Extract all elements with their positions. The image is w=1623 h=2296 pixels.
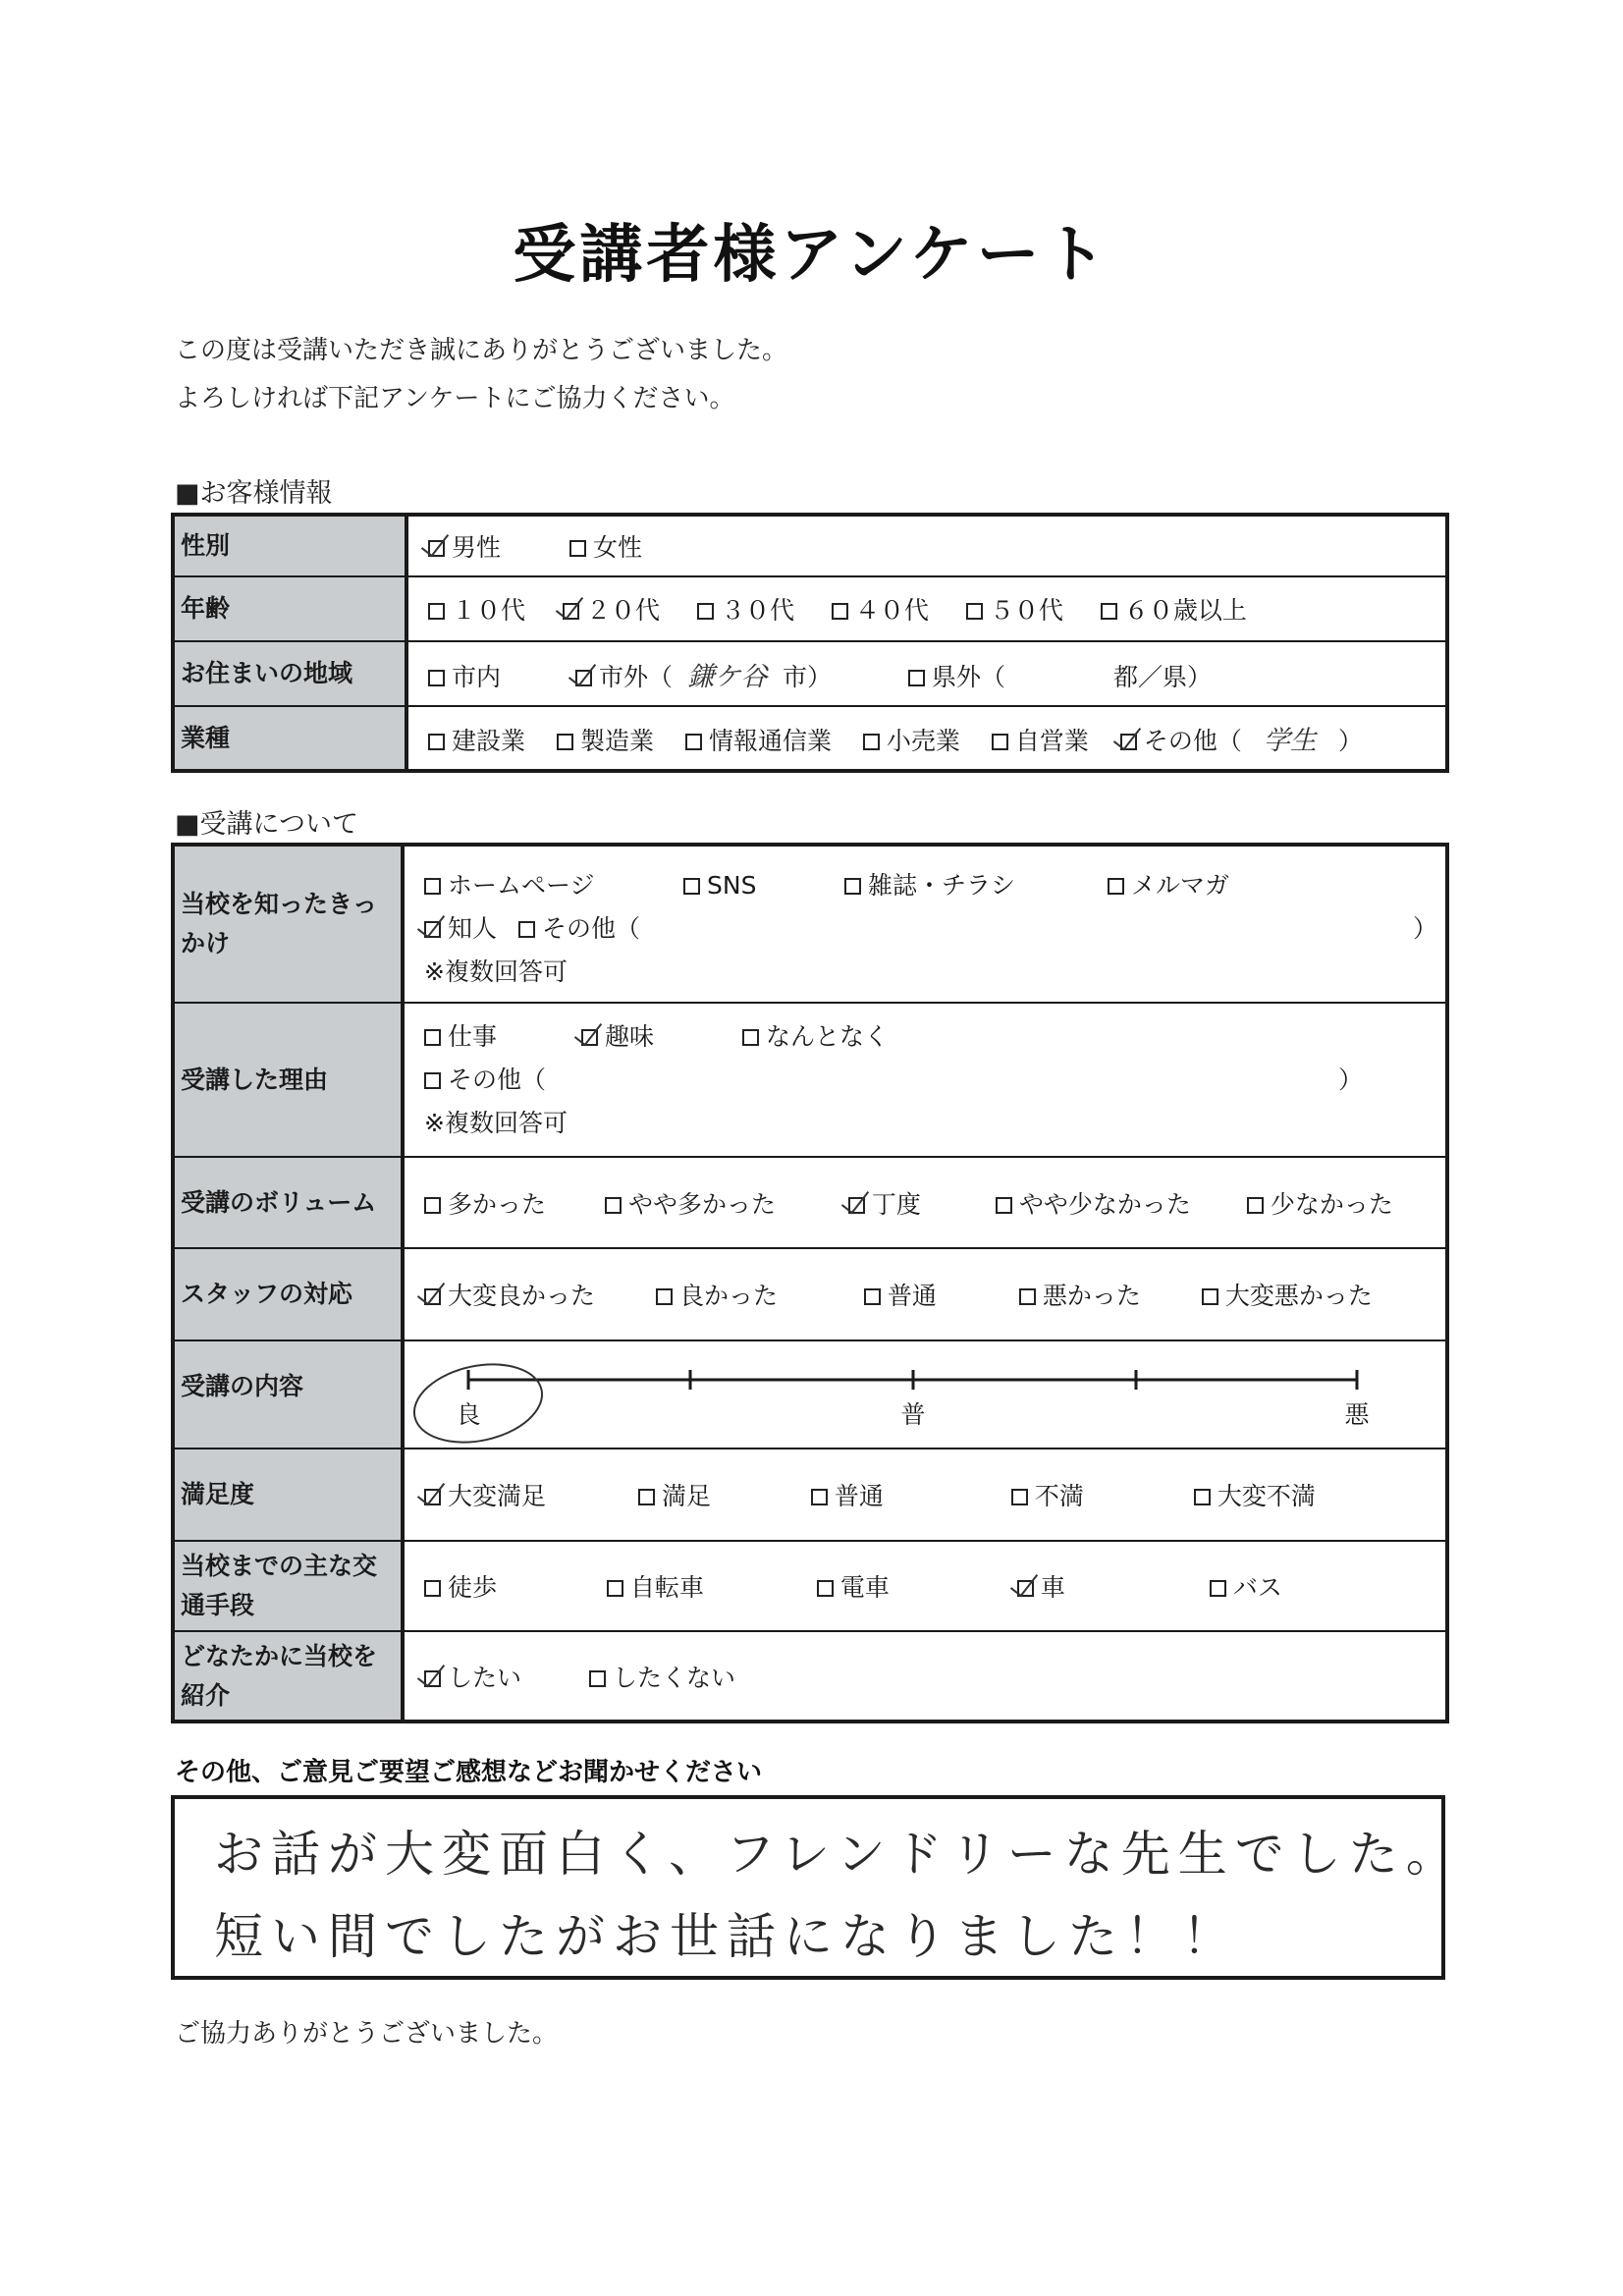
- checkbox-icon[interactable]: [864, 1288, 881, 1305]
- checkbox-icon[interactable]: [518, 921, 535, 938]
- multiple-answer-note: ※複数回答可: [424, 1109, 568, 1137]
- industry-options: [406, 706, 1447, 771]
- comment-label: その他、ご意見ご要望ご感想などお聞かせください: [175, 1758, 763, 1787]
- gender-options: [406, 515, 1447, 576]
- option-staff-very-bad[interactable]: 大変悪かった: [1202, 1277, 1373, 1312]
- label-reason: 受講した理由: [173, 1003, 403, 1157]
- customer-info-table: [171, 513, 1449, 773]
- option-would-refer[interactable]: したい: [424, 1659, 581, 1694]
- industry-other-handwritten[interactable]: 学生: [1263, 726, 1317, 756]
- refer-options: [403, 1631, 1447, 1722]
- checkbox-icon[interactable]: [1247, 1197, 1264, 1214]
- row-staff: [173, 1248, 1447, 1340]
- checkbox-icon[interactable]: [557, 734, 573, 750]
- checkbox-icon[interactable]: [589, 1670, 606, 1687]
- option-retail[interactable]: 小売業: [863, 722, 960, 757]
- option-volume-little[interactable]: 少なかった: [1247, 1185, 1393, 1221]
- option-inner-city[interactable]: 市内: [428, 658, 501, 693]
- checkbox-icon[interactable]: [638, 1489, 655, 1505]
- option-would-not-refer[interactable]: したくない: [589, 1659, 735, 1694]
- row-refer: [173, 1631, 1447, 1722]
- checkbox-icon[interactable]: [1101, 603, 1117, 620]
- option-acquaintance[interactable]: 知人: [424, 907, 497, 951]
- row-transport: [173, 1541, 1447, 1631]
- option-magazine[interactable]: 雑誌・チラシ: [844, 864, 1108, 907]
- checkbox-icon[interactable]: [428, 734, 445, 750]
- volume-options: [403, 1157, 1447, 1248]
- checkbox-checked-icon[interactable]: [424, 1489, 441, 1505]
- option-homepage[interactable]: ホームページ: [424, 864, 683, 907]
- option-other-pref[interactable]: 県外（ 都／県）: [908, 658, 1212, 693]
- reason-options: [403, 1003, 1447, 1157]
- comment-textarea[interactable]: [171, 1795, 1463, 1980]
- checkbox-icon[interactable]: [817, 1580, 834, 1597]
- option-staff-good[interactable]: 良かった: [656, 1277, 856, 1312]
- option-train[interactable]: 電車: [817, 1568, 1009, 1604]
- row-reason: [173, 1003, 1447, 1157]
- row-volume: [173, 1157, 1447, 1248]
- option-volume-just-right[interactable]: 丁度: [848, 1185, 988, 1221]
- checkbox-icon[interactable]: [996, 1197, 1012, 1214]
- label-industry: 業種: [173, 706, 406, 771]
- option-source-other[interactable]: その他（ ）: [518, 907, 1437, 951]
- scale-label-normal: 普: [900, 1400, 926, 1429]
- checkbox-icon[interactable]: [742, 1029, 759, 1046]
- page-title: 受講者様アンケート: [513, 219, 1110, 292]
- option-bus[interactable]: バス: [1210, 1568, 1282, 1604]
- row-age: [173, 576, 1447, 641]
- checkbox-icon[interactable]: [1019, 1288, 1036, 1305]
- checkbox-icon[interactable]: [607, 1580, 623, 1597]
- option-male[interactable]: 男性: [428, 528, 501, 564]
- row-content: [173, 1340, 1447, 1449]
- checkbox-icon[interactable]: [1194, 1489, 1211, 1505]
- checkbox-icon[interactable]: [424, 1197, 441, 1214]
- checkbox-checked-icon[interactable]: [848, 1197, 865, 1214]
- checkbox-icon[interactable]: [656, 1288, 673, 1305]
- checkbox-icon[interactable]: [832, 603, 848, 620]
- option-work[interactable]: 仕事: [424, 1015, 581, 1059]
- checkbox-checked-icon[interactable]: [428, 540, 445, 557]
- checkbox-icon[interactable]: [428, 670, 445, 686]
- option-age-50s[interactable]: ５０代: [966, 591, 1063, 627]
- checkbox-checked-icon[interactable]: [563, 603, 579, 620]
- option-mail-magazine[interactable]: メルマガ: [1108, 864, 1229, 907]
- option-volume-much[interactable]: 多かった: [424, 1185, 597, 1221]
- option-normal[interactable]: 普通: [811, 1477, 1003, 1512]
- checkbox-icon[interactable]: [1108, 878, 1124, 895]
- comment-line-1: お話が大変面白く、フレンドリーな先生でした。: [214, 1826, 1463, 1883]
- section-course-heading: ■受講について: [175, 809, 358, 840]
- satisfaction-options: [403, 1449, 1447, 1541]
- option-dissatisfied[interactable]: 不満: [1011, 1477, 1186, 1512]
- checkbox-icon[interactable]: [697, 603, 714, 620]
- scale-label-bad: 悪: [1344, 1400, 1370, 1429]
- checkbox-icon[interactable]: [863, 734, 880, 750]
- content-scale: [403, 1340, 1447, 1449]
- checkbox-icon[interactable]: [424, 1029, 441, 1046]
- option-female[interactable]: 女性: [569, 528, 642, 564]
- option-car[interactable]: 車: [1017, 1568, 1202, 1604]
- checkbox-icon[interactable]: [811, 1489, 828, 1505]
- checkbox-icon[interactable]: [1210, 1580, 1226, 1597]
- intro-line-2: よろしければ下記アンケートにご協力ください。: [175, 384, 735, 413]
- row-industry: [173, 706, 1447, 771]
- checkbox-icon[interactable]: [605, 1197, 622, 1214]
- label-transport: 当校までの主な交 通手段: [173, 1541, 403, 1631]
- checkbox-icon[interactable]: [683, 878, 700, 895]
- checkbox-icon[interactable]: [424, 1072, 441, 1089]
- checkbox-icon[interactable]: [1202, 1288, 1218, 1305]
- option-manufacturing[interactable]: 製造業: [557, 722, 654, 757]
- checkbox-checked-icon[interactable]: [575, 670, 592, 686]
- checkbox-checked-icon[interactable]: [1120, 734, 1137, 750]
- checkbox-icon[interactable]: [992, 734, 1008, 750]
- label-gender: 性別: [173, 515, 406, 576]
- label-volume: 受講のボリューム: [173, 1157, 403, 1248]
- option-industry-other[interactable]: その他（ 学生 ）: [1120, 719, 1363, 757]
- checkbox-icon[interactable]: [966, 603, 983, 620]
- age-options: [406, 576, 1447, 641]
- label-source: 当校を知ったきっ かけ: [173, 845, 403, 1003]
- option-age-20s[interactable]: ２０代: [563, 591, 660, 627]
- option-staff-very-good[interactable]: 大変良かった: [424, 1277, 648, 1312]
- option-volume-somewhat-little[interactable]: やや少なかった: [996, 1185, 1239, 1221]
- intro-line-1: この度は受講いただき誠にありがとうございました。: [175, 336, 788, 365]
- row-gender: [173, 515, 1447, 576]
- staff-options: [403, 1248, 1447, 1340]
- option-walk[interactable]: 徒歩: [424, 1568, 599, 1604]
- label-staff: スタッフの対応: [173, 1248, 403, 1340]
- region-options: [406, 641, 1447, 706]
- multiple-answer-note: ※複数回答可: [424, 957, 568, 986]
- closing-thanks: ご協力ありがとうございました。: [175, 2019, 559, 2049]
- label-age: 年齢: [173, 576, 406, 641]
- checkbox-checked-icon[interactable]: [581, 1029, 598, 1046]
- checkbox-icon[interactable]: [1011, 1489, 1028, 1505]
- option-satisfied[interactable]: 満足: [638, 1477, 803, 1512]
- option-bicycle[interactable]: 自転車: [607, 1568, 809, 1604]
- label-content: 受講の内容: [173, 1340, 403, 1449]
- option-it[interactable]: 情報通信業: [685, 722, 832, 757]
- option-age-40s[interactable]: ４０代: [832, 591, 929, 627]
- checkbox-checked-icon[interactable]: [424, 1288, 441, 1305]
- section-customer-heading: ■お客様情報: [175, 478, 333, 509]
- option-reason-other[interactable]: その他（ ）: [424, 1059, 1363, 1102]
- option-age-30s[interactable]: ３０代: [697, 591, 794, 627]
- checkbox-checked-icon[interactable]: [424, 921, 441, 938]
- label-satisfaction: 満足度: [173, 1449, 403, 1541]
- option-very-dissatisfied[interactable]: 大変不満: [1194, 1477, 1316, 1512]
- checkbox-icon[interactable]: [844, 878, 861, 895]
- checkbox-icon[interactable]: [685, 734, 702, 750]
- source-options: [403, 845, 1447, 1003]
- checkbox-checked-icon[interactable]: [1017, 1580, 1034, 1597]
- checkbox-icon[interactable]: [428, 603, 445, 620]
- label-region: お住まいの地域: [173, 641, 406, 706]
- label-refer: どなたかに当校を 紹介: [173, 1631, 403, 1722]
- checkbox-checked-icon[interactable]: [424, 1670, 441, 1687]
- option-very-satisfied[interactable]: 大変満足: [424, 1477, 630, 1512]
- option-staff-bad[interactable]: 悪かった: [1019, 1277, 1194, 1312]
- option-age-60plus[interactable]: ６０歳以上: [1101, 591, 1247, 627]
- option-self-employed[interactable]: 自営業: [992, 722, 1089, 757]
- option-no-reason[interactable]: なんとなく: [742, 1015, 889, 1059]
- option-hobby[interactable]: 趣味: [581, 1015, 742, 1059]
- rating-scale[interactable]: [405, 1342, 1445, 1447]
- option-construction[interactable]: 建設業: [428, 722, 525, 757]
- option-volume-somewhat-much[interactable]: やや多かった: [605, 1185, 840, 1221]
- transport-options: [403, 1541, 1447, 1631]
- checkbox-icon[interactable]: [424, 1580, 441, 1597]
- scale-label-good: 良: [456, 1400, 481, 1429]
- row-region: [173, 641, 1447, 706]
- row-source: [173, 845, 1447, 1003]
- option-age-10s[interactable]: １０代: [428, 591, 525, 627]
- checkbox-icon[interactable]: [569, 540, 586, 557]
- course-info-table: [171, 843, 1449, 1723]
- option-staff-normal[interactable]: 普通: [864, 1277, 1011, 1312]
- outer-city-handwritten[interactable]: 鎌ケ谷: [687, 661, 768, 692]
- comment-line-2: 短い間でしたがお世話になりました！！: [214, 1908, 1239, 1965]
- option-sns[interactable]: SNS: [683, 864, 844, 907]
- option-outer-city[interactable]: 市外（ 鎌ケ谷 市）: [575, 655, 832, 693]
- checkbox-icon[interactable]: [424, 878, 441, 895]
- row-satisfaction: [173, 1449, 1447, 1541]
- checkbox-icon[interactable]: [908, 670, 925, 686]
